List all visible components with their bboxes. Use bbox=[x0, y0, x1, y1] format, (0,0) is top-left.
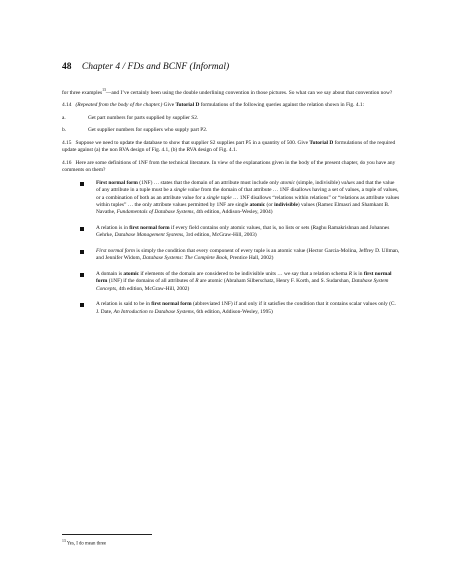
language-name: Tutorial D bbox=[175, 102, 200, 109]
language-name: Tutorial D bbox=[309, 139, 334, 146]
item-label: a. bbox=[62, 114, 66, 121]
definition-text-run: , 4th edition, McGraw-Hill, 2002) bbox=[116, 285, 190, 292]
definition-item bbox=[62, 248, 400, 263]
exercise-number: 4.14 bbox=[62, 102, 72, 109]
definition-text-run: is in bbox=[352, 270, 364, 277]
definition-text-run: atomic bbox=[123, 270, 139, 277]
definition-text-run: Database System Concepts bbox=[96, 278, 389, 292]
definition-text-run: A relation is said to be in bbox=[96, 301, 152, 308]
footnote bbox=[62, 541, 106, 547]
exercise-4-16 bbox=[62, 160, 400, 175]
definition-text-run: A domain is bbox=[96, 270, 124, 277]
item-text: Get supplier numbers for suppliers who supply part P2. bbox=[88, 127, 208, 134]
footnote-number: 13 bbox=[62, 539, 66, 543]
definition-text-run: are atomic (Abraham Silberschatz, Henry F. Korth, and S. Sudarshan, bbox=[198, 278, 352, 285]
definition-text bbox=[96, 225, 400, 240]
definition-text-run: A relation is in bbox=[96, 224, 130, 231]
definition-text-run: atomic bbox=[280, 179, 295, 186]
footnote-separator bbox=[62, 534, 152, 535]
definition-text-run: values bbox=[341, 179, 355, 186]
definition-text-run: from the domain of that attribute … 1NF disallows having a set of values, a tuple of values, or a combination of both as an attribute value for a bbox=[96, 187, 399, 201]
definition-text-run: first normal form bbox=[151, 301, 192, 308]
bullet-square-icon bbox=[80, 182, 84, 186]
definition-text-run: (abbreviated 1NF) if and only if it satisfies the condition that it contains scalar values only (C. J. Date, bbox=[96, 301, 396, 315]
definition-text-run: , 6th edition, Addison-Wesley, 1995) bbox=[193, 308, 273, 315]
bullet-square-icon bbox=[80, 250, 84, 254]
exercise-text: Suppose we need to update the database to show that supplier S2 supplies part P5 in a quantity of 500. Give bbox=[75, 139, 310, 146]
definition-text-run: Database Management Systems bbox=[114, 232, 184, 239]
definition-text bbox=[96, 180, 400, 217]
definition-item bbox=[62, 301, 400, 316]
definition-text-run: ) values (Ramez Elmasri and Shamkant B. Navathe, bbox=[96, 201, 390, 216]
definition-item bbox=[62, 271, 400, 293]
chapter-title: Chapter 4 / FDs and BCNF (Informal) bbox=[81, 62, 230, 72]
exercise-item bbox=[62, 127, 400, 134]
definition-text-run: indivisible bbox=[274, 201, 298, 208]
bullet-square-icon bbox=[80, 303, 84, 307]
definition-text-run: if every field contains only atomic values, that is, no lists or sets (Raghu Ramakrishnan and Johannes Gehrke, bbox=[96, 224, 390, 239]
definition-text-run: single value bbox=[173, 187, 200, 194]
intro-text-start: for three examples bbox=[62, 90, 103, 96]
definition-text-run: and that the value of any attribute in a tuple must be a bbox=[96, 179, 395, 194]
definition-text-run: First normal form bbox=[96, 179, 138, 186]
exercise-number: 4.16 bbox=[62, 159, 72, 166]
definition-text-run: … 1NF disallows “relations within relations” or “relations as attribute values within tuples” … the only attribute values permitted by 1NF are single bbox=[96, 194, 400, 208]
bullet-square-icon bbox=[80, 273, 84, 277]
definition-text-run: first normal form bbox=[96, 270, 392, 285]
definition-text-run: (simple, indivisible) bbox=[294, 179, 342, 186]
definition-list bbox=[62, 180, 400, 316]
definition-text-run: Database Systems: The Complete Book bbox=[142, 255, 228, 262]
definition-text bbox=[96, 248, 400, 263]
exercise-4-15 bbox=[62, 140, 400, 155]
definition-text-run: single tuple bbox=[206, 194, 232, 201]
exercise-text: formulations of the following queries against the relation shown in Fig. 4.1: bbox=[199, 102, 365, 109]
definition-text-run: An Introduction to Database Systems bbox=[113, 308, 194, 315]
definition-text-run: First normal form bbox=[96, 247, 135, 254]
definition-text-run: first normal form bbox=[129, 224, 170, 231]
intro-paragraph bbox=[62, 90, 400, 97]
item-label: b. bbox=[62, 127, 67, 134]
page-body bbox=[62, 90, 400, 324]
definition-text-run: (or bbox=[265, 201, 275, 208]
intro-text-end: —and I’ve certainly been using the double underlining convention in those pictures. So what can we say about that convention now? bbox=[105, 90, 393, 96]
footnote-text: Yes, I do mean three bbox=[66, 541, 107, 547]
bullet-square-icon bbox=[80, 227, 84, 231]
definition-item bbox=[62, 225, 400, 240]
definition-text bbox=[96, 271, 400, 293]
definition-text-run: Fundamentals of Database Systems bbox=[116, 209, 194, 216]
running-header bbox=[62, 62, 229, 72]
definition-text bbox=[96, 301, 400, 316]
definition-text-run: , Prentice Hall, 2002) bbox=[227, 255, 274, 262]
exercise-text: Here are some definitions of 1NF from the technical literature. In view of the explanations given in the body of the present chapter, do you have any comments on them? bbox=[62, 159, 396, 174]
exercise-note: (Repeated from the body of the chapter.) bbox=[75, 102, 163, 109]
definition-text-run: if elements of the domain are considered to be indivisible units … we say that a relation schema bbox=[138, 270, 349, 277]
definition-text-run: , 4th edition, Addison-Wesley, 2004) bbox=[193, 209, 273, 216]
definition-text-run: , 3rd edition, McGraw-Hill, 2003) bbox=[183, 232, 257, 239]
exercise-4-14 bbox=[62, 102, 400, 109]
definition-text-run: R bbox=[348, 270, 353, 277]
definition-text-run: R bbox=[195, 278, 199, 285]
definition-text-run: (1NF) if the domains of all attributes of bbox=[107, 278, 196, 285]
definition-item bbox=[62, 180, 400, 217]
item-text: Get part numbers for parts supplied by supplier S2. bbox=[88, 114, 199, 121]
definition-text-run: (1NF) … states that the domain of an attribute must include only bbox=[137, 179, 281, 186]
exercise-text: Give bbox=[162, 102, 176, 109]
footnote-reference: 13 bbox=[102, 88, 106, 93]
page-number: 48 bbox=[62, 62, 72, 72]
exercise-number: 4.15 bbox=[62, 139, 72, 146]
definition-text-run: atomic bbox=[249, 201, 266, 208]
exercise-text: formulations of the required update against (a) the non RVA design of Fig. 4.1, (b) the RVA design of Fig. 4.1. bbox=[62, 139, 396, 154]
exercise-item bbox=[62, 115, 400, 122]
definition-text-run: is simply the condition that every component of every tuple is an atomic value (Hector Garcia-Molina, Jeffrey D. Ullman, and Jennifer Widom, bbox=[96, 247, 400, 262]
